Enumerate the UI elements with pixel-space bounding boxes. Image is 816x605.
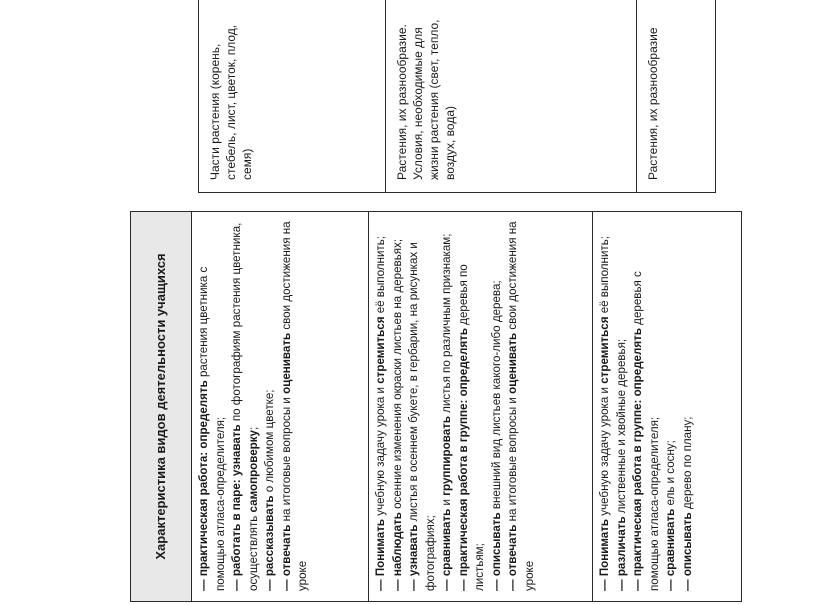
topics-table [188, 0, 716, 193]
activity-item: — рассказывать о любимом цветке; [263, 389, 276, 591]
activities-cell [593, 212, 742, 602]
activity-item: — отвечать на итоговые вопросы и оценивать свои достижения на уроке [506, 221, 536, 591]
activities-grid [130, 211, 742, 602]
topic-cell: Растения, их разнообразие [637, 0, 716, 193]
activity-item: — сравнивать и группировать листья по различным признакам; [440, 233, 453, 591]
activity-item: — практическая работа: определять растения цветника с помощью атласа-определителя; [197, 266, 227, 591]
topics-top-strip [188, 0, 199, 193]
activity-item: — описывать внешний вид листьев какого-либо дерева; [489, 280, 503, 591]
activity-item: — практическая работа в группе: определять деревья с помощью атласа-определителя; [631, 271, 661, 591]
activities-table [130, 212, 742, 602]
topics-grid [188, 0, 716, 193]
activity-item: — описывать дерево по плану; [680, 416, 694, 591]
activities-cell [369, 212, 593, 602]
activities-header: Характеристика видов деятельности учащихся [131, 212, 192, 602]
topic-cell: Части растения (корень, стебель, лист, цветок, плод, семя) [199, 0, 386, 193]
activity-item: — наблюдать осенние изменения окраски листьев на деревьях; [390, 238, 404, 591]
activity-item: — сравнивать ель и сосну; [664, 440, 677, 591]
activity-item: — работать в паре: узнавать по фотографиям растения цветника, осуществлять самопроверку; [230, 222, 260, 591]
activities-cell [192, 212, 369, 602]
activity-item: — практическая работа в группе: определять деревья по листьям; [456, 264, 486, 591]
activity-item: — Понимать учебную задачу урока и стремиться её выполнить; [598, 236, 611, 591]
activity-item: — различать лиственные и хвойные деревья; [614, 338, 628, 591]
activity-item: — узнавать листья в осеннем букете, в гербарии, на рисунках и фотографиях; [407, 242, 437, 591]
topic-cell: Растения, их разнообразие. Условия, необходимые для жизни растения (свет, тепло, воздух, вода) [386, 0, 637, 193]
activity-item: — Понимать учебную задачу урока и стремиться её выполнить; [374, 236, 387, 591]
activity-item: — отвечать на итоговые вопросы и оценивать свои достижения на уроке [279, 221, 309, 591]
